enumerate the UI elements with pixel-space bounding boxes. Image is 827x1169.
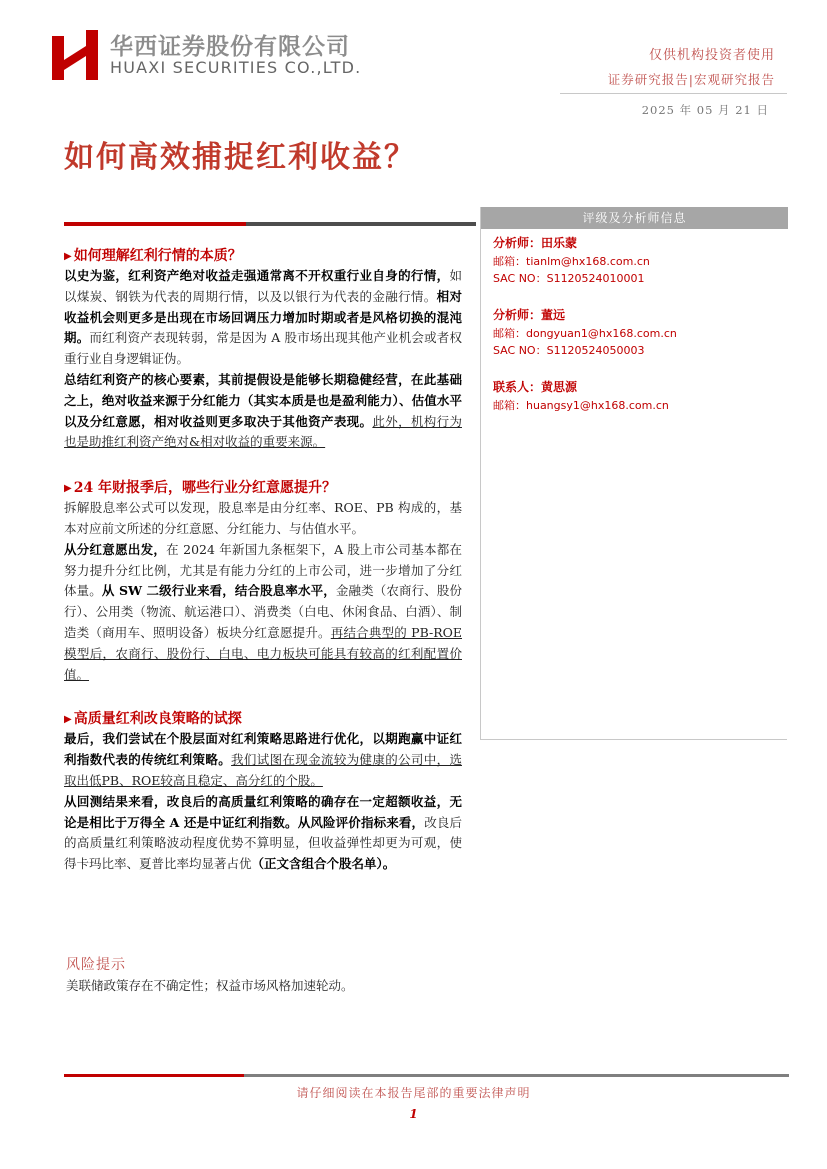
analyst-name: 分析师：田乐蒙	[493, 236, 578, 250]
triangle-bullet-icon: ▶	[64, 251, 72, 262]
contact-name: 联系人：黄思源	[493, 380, 578, 394]
section-2-paragraph-2: 从分红意愿出发，在 2024 年新国九条框架下，A 股上市公司基本都在努力提升分红比例，尤其是有能力分红的上市公司，进一步增加了分红体量。从 SW 二级行业来看，结合股息率水平，金融类（农商行、股份行）、公用类（物流、航运港口）、消费类（白电、休闲食品、白酒）、制造类（商用车、照明设备）板块分红意愿提升。再结合典型的 PB-ROE 模型后，农商行、股份行、白电、电力板块可能具有较高的红利配置价值。	[64, 541, 462, 682]
section-3-paragraph-1: 最后，我们尝试在个股层面对红利策略思路进行优化，以期跑赢中证红利指数代表的传统红利策略。我们试图在现金流较为健康的公司中，选取出低PB、ROE较高且稳定、高分红的个股。	[64, 731, 462, 788]
report-type: 证券研究报告|宏观研究报告	[607, 72, 775, 87]
legal-disclaimer-note: 请仔细阅读在本报告尾部的重要法律声明	[296, 1086, 531, 1100]
company-name-en: HUAXI SECURITIES CO.,LTD.	[110, 58, 362, 77]
report-title: 如何高效捕捉红利收益？	[64, 140, 416, 175]
section-1-paragraph-2: 总结红利资产的核心要素，其前提假设是能够长期稳健经营，在此基础之上，绝对收益来源于分红能力（其实本质是也是盈利能力）、估值水平以及分红意愿，相对收益则更多取决于其他资产表现。此外，机构行为也是助推红利资产绝对&相对收益的重要来源。	[64, 371, 462, 450]
section-3-paragraph-2: 从回测结果来看，改良后的高质量红利策略的确存在一定超额收益，无论是相比于万得全 A 还是中证红利指数。从风险评价指标来看，改良后的高质量红利策略波动程度优势不算明显，但收益弹性却更为可观，使得卡玛比率、夏普比率均显著占优（正文含组合个股名单）。	[64, 793, 462, 872]
analyst-email[interactable]: 邮箱：tianlm@hx168.com.cn	[493, 255, 650, 268]
report-date: 2025 年 05 月 21 日	[641, 103, 769, 117]
contact-email[interactable]: 邮箱：huangsy1@hx168.com.cn	[493, 399, 669, 412]
analyst-sac-number: SAC NO：S1120524010001	[493, 272, 645, 285]
footer-divider	[64, 1074, 789, 1077]
analyst-info-panel	[480, 207, 787, 740]
company-name-cn: 华西证券股份有限公司	[110, 34, 350, 60]
triangle-bullet-icon: ▶	[64, 483, 72, 495]
analyst-sac-number: SAC NO：S1120524050003	[493, 344, 645, 357]
page-number: 1	[409, 1107, 418, 1121]
risk-text: 美联储政策存在不确定性；权益市场风格加速轮动。	[66, 978, 354, 993]
analyst-email[interactable]: 邮箱：dongyuan1@hx168.com.cn	[493, 327, 677, 340]
risk-heading: 风险提示	[66, 957, 126, 973]
huaxi-logo-icon	[52, 30, 98, 80]
section-2-paragraph-1: 拆解股息率公式可以发现，股息率是由分红率、ROE、PB 构成的，基本对应前文所述的分红意愿、分红能力、与估值水平。	[64, 500, 462, 536]
section-1-paragraph-1: 以史为鉴，红利资产绝对收益走强通常离不开权重行业自身的行情，如以煤炭、钢铁为代表的周期行情，以及以银行为代表的金融行情。相对收益机会则更多是出现在市场回调压力增加时期或者是风格切换的混沌期。而红利资产表现转弱，常是因为 A 股市场出现其他产业机会或者权重行业自身逻辑证伪。	[64, 268, 462, 367]
triangle-bullet-icon: ▶	[64, 714, 72, 726]
summary-column	[64, 246, 462, 875]
analyst-name: 分析师：董远	[493, 308, 566, 322]
header-divider	[560, 93, 787, 94]
section-heading-1: ▶ 如何理解红利行情的本质？	[64, 246, 462, 266]
section-heading-3: ▶ 高质量红利改良策略的试探	[64, 709, 462, 729]
analyst-panel-header: 评级及分析师信息	[481, 207, 788, 229]
audience-note: 仅供机构投资者使用	[648, 48, 775, 63]
title-underline-bar	[64, 222, 476, 226]
section-heading-2: ▶ 24 年财报季后，哪些行业分红意愿提升？	[64, 478, 462, 498]
